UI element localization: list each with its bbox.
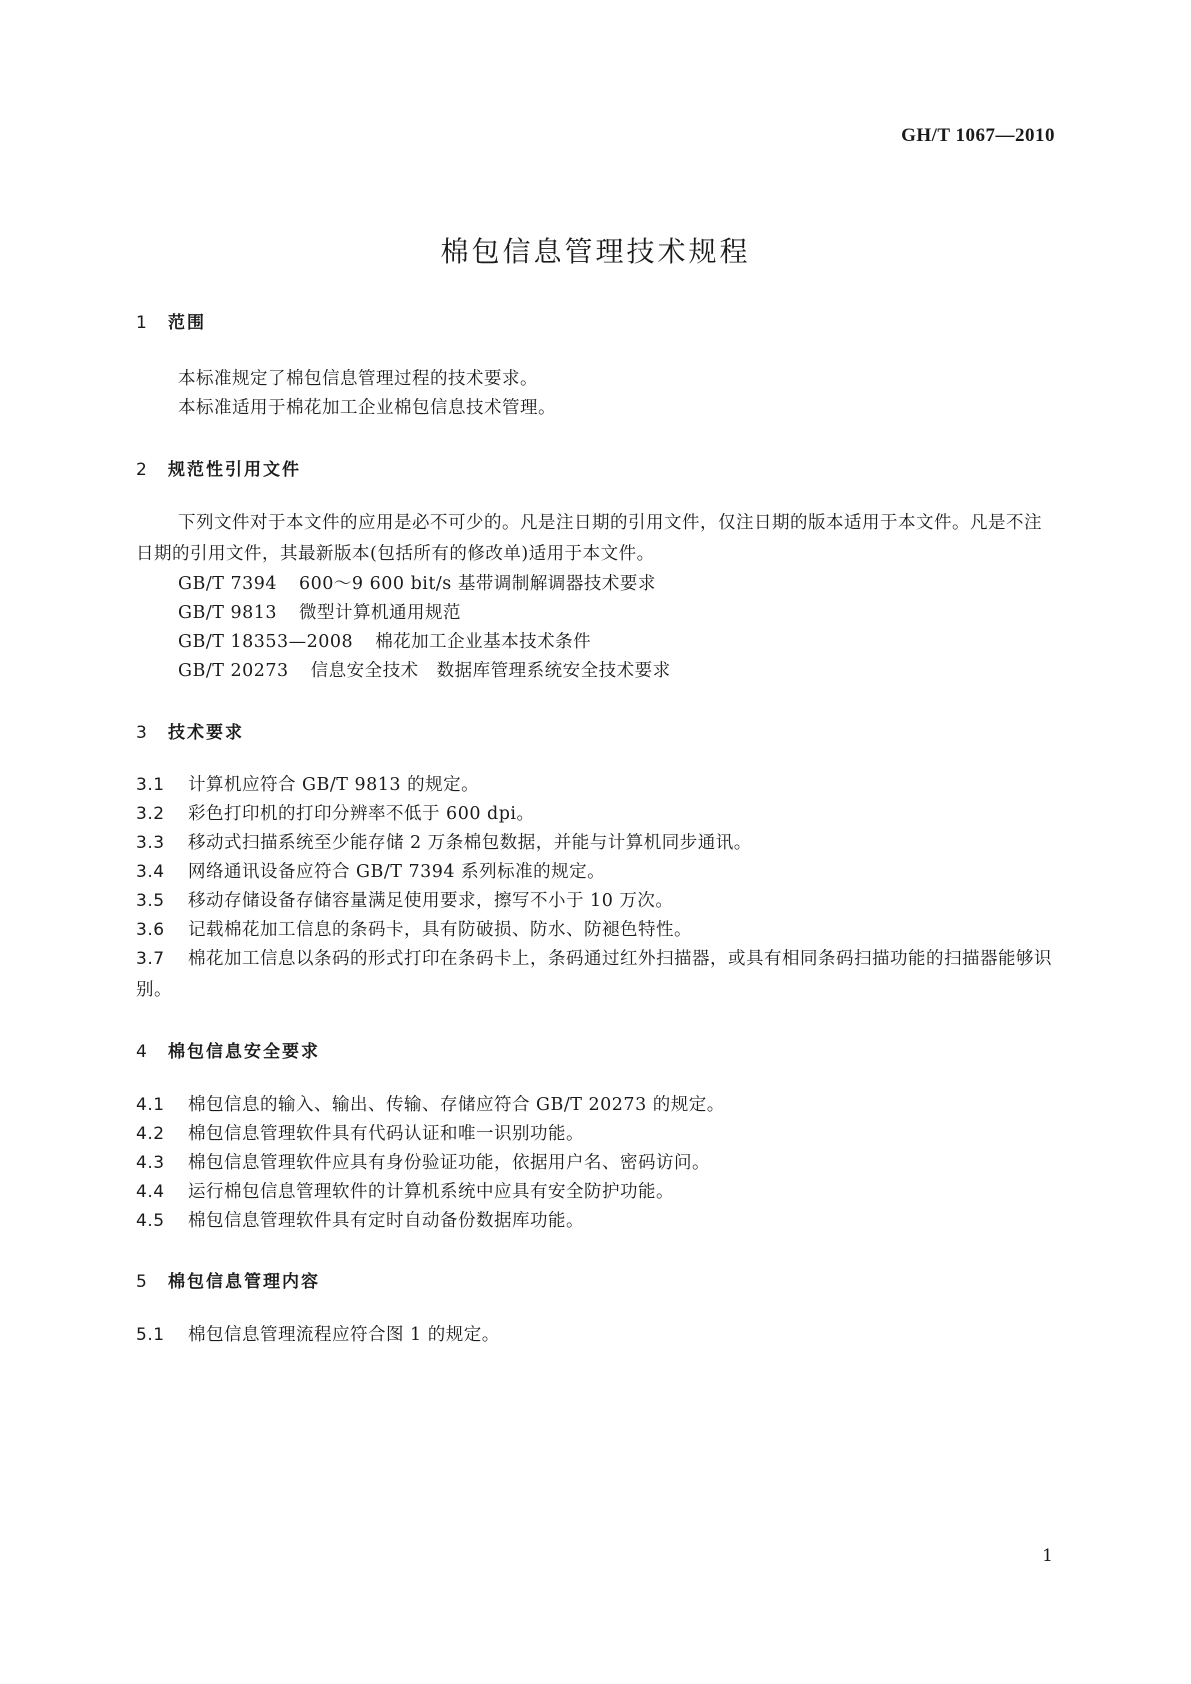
clause-number: 3.2	[136, 804, 165, 824]
standard-code: GH/T 1067—2010	[901, 125, 1055, 146]
section-title: 范围	[168, 313, 206, 333]
clause-text: 棉包信息管理软件具有代码认证和唯一识别功能。	[188, 1124, 584, 1144]
clause-text: 棉花加工信息以条码的形式打印在条码卡上，条码通过红外扫描器，或具有相同条码扫描功能的扫描器能够识别。	[136, 949, 1052, 1000]
reference-item	[178, 570, 656, 595]
clause-3-3	[136, 828, 1056, 859]
clause-3-6	[136, 915, 1056, 946]
reference-item	[178, 599, 461, 624]
section-2-heading	[136, 455, 301, 480]
clause-number: 5.1	[136, 1325, 165, 1345]
section-number: 4	[136, 1042, 149, 1062]
clause-text: 网络通讯设备应符合 GB/T 7394 系列标准的规定。	[188, 862, 606, 882]
clause-text: 棉包信息管理流程应符合图 1 的规定。	[188, 1325, 500, 1345]
clause-3-7	[136, 944, 1056, 1006]
clause-4-5	[136, 1206, 1056, 1237]
document-title: 棉包信息管理技术规程	[440, 235, 751, 268]
section-4-heading	[136, 1037, 320, 1062]
clause-number: 4.2	[136, 1124, 165, 1144]
clause-4-2	[136, 1119, 1056, 1150]
reference-item	[178, 628, 591, 653]
reference-code: GB/T 9813	[178, 603, 278, 623]
section-5-heading	[136, 1267, 320, 1292]
clause-number: 3.7	[136, 949, 165, 969]
section-number: 2	[136, 460, 149, 480]
section-1-paragraph-2: 本标准适用于棉花加工企业棉包信息技术管理。	[178, 398, 556, 418]
clause-number: 4.4	[136, 1182, 165, 1202]
clause-3-4	[136, 857, 1056, 888]
section-title: 棉包信息管理内容	[168, 1272, 320, 1292]
section-number: 1	[136, 313, 149, 333]
reference-name: 微型计算机通用规范	[299, 603, 462, 623]
section-number: 3	[136, 723, 149, 743]
section-title: 棉包信息安全要求	[168, 1042, 320, 1062]
clause-text: 移动式扫描系统至少能存储 2 万条棉包数据，并能与计算机同步通讯。	[188, 833, 752, 853]
clause-number: 3.6	[136, 920, 165, 940]
clause-4-4	[136, 1177, 1056, 1208]
clause-4-1	[136, 1090, 1056, 1121]
reference-name: 600～9 600 bit/s 基带调制解调器技术要求	[299, 574, 656, 594]
section-title: 技术要求	[168, 723, 244, 743]
clause-5-1	[136, 1320, 1056, 1351]
clause-text: 记载棉花加工信息的条码卡，具有防破损、防水、防褪色特性。	[188, 920, 692, 940]
section-title: 规范性引用文件	[168, 460, 301, 480]
clause-text: 棉包信息管理软件具有定时自动备份数据库功能。	[188, 1211, 584, 1231]
section-1-heading	[136, 308, 206, 333]
clause-number: 3.5	[136, 891, 165, 911]
clause-3-1	[136, 770, 1056, 801]
clause-text: 运行棉包信息管理软件的计算机系统中应具有安全防护功能。	[188, 1182, 674, 1202]
clause-number: 3.4	[136, 862, 165, 882]
section-2-intro: 下列文件对于本文件的应用是必不可少的。凡是注日期的引用文件，仅注日期的版本适用于本文件。凡是不注日期的引用文件，其最新版本(包括所有的修改单)适用于本文件。	[136, 513, 1042, 564]
clause-number: 3.1	[136, 775, 165, 795]
reference-name: 信息安全技术 数据库管理系统安全技术要求	[310, 661, 671, 681]
reference-code: GB/T 18353—2008	[178, 632, 354, 652]
clause-4-3	[136, 1148, 1056, 1179]
clause-number: 3.3	[136, 833, 165, 853]
reference-item	[178, 657, 671, 682]
reference-code: GB/T 20273	[178, 661, 289, 681]
clause-text: 彩色打印机的打印分辨率不低于 600 dpi。	[188, 804, 535, 824]
section-3-heading	[136, 718, 244, 743]
clause-text: 移动存储设备存储容量满足使用要求，擦写不小于 10 万次。	[188, 891, 674, 911]
page-number: 1	[1042, 1546, 1053, 1566]
clause-number: 4.5	[136, 1211, 165, 1231]
clause-text: 棉包信息的输入、输出、传输、存储应符合 GB/T 20273 的规定。	[188, 1095, 725, 1115]
clause-text: 棉包信息管理软件应具有身份验证功能，依据用户名、密码访问。	[188, 1153, 710, 1173]
section-1-paragraph-1: 本标准规定了棉包信息管理过程的技术要求。	[178, 369, 538, 389]
reference-code: GB/T 7394	[178, 574, 278, 594]
clause-number: 4.3	[136, 1153, 165, 1173]
section-number: 5	[136, 1272, 149, 1292]
clause-3-5	[136, 886, 1056, 917]
clause-3-2	[136, 799, 1056, 830]
clause-number: 4.1	[136, 1095, 165, 1115]
clause-text: 计算机应符合 GB/T 9813 的规定。	[188, 775, 480, 795]
reference-name: 棉花加工企业基本技术条件	[375, 632, 592, 652]
